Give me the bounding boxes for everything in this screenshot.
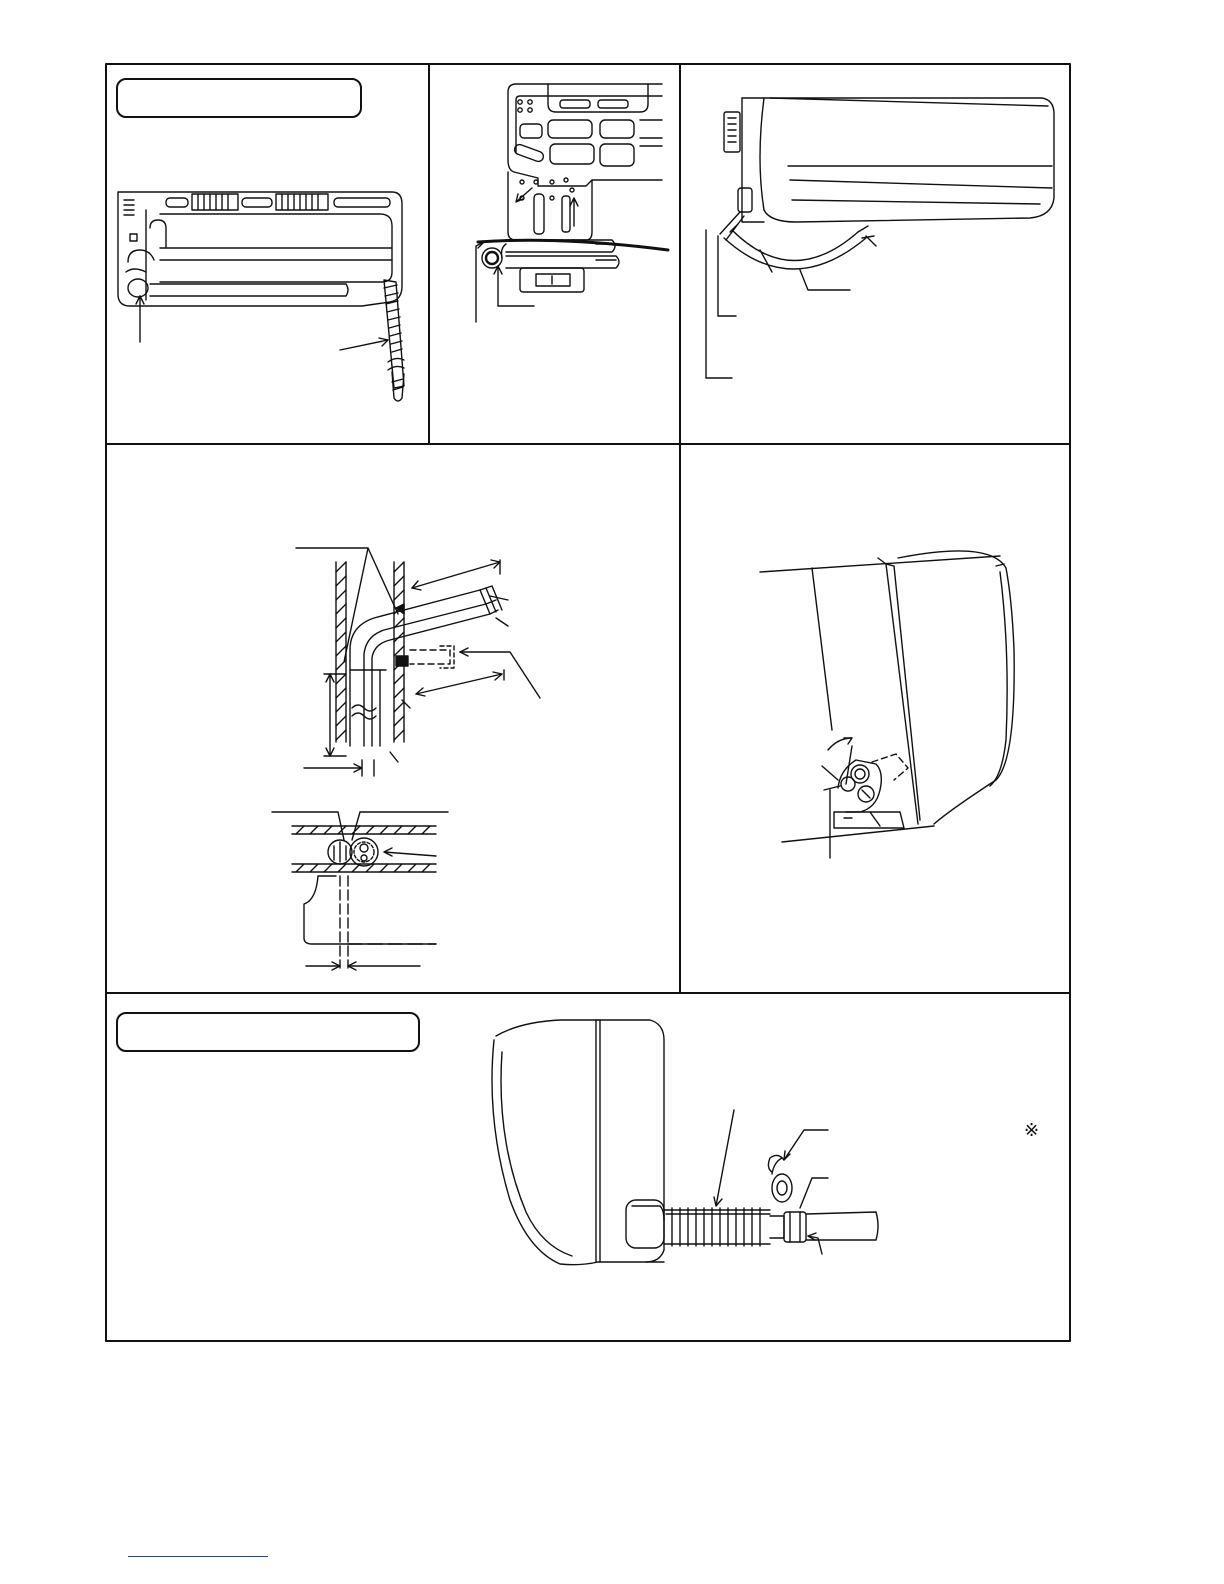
footer-link-underline[interactable] xyxy=(128,1556,268,1557)
note-marker: ※ xyxy=(1024,1120,1040,1141)
